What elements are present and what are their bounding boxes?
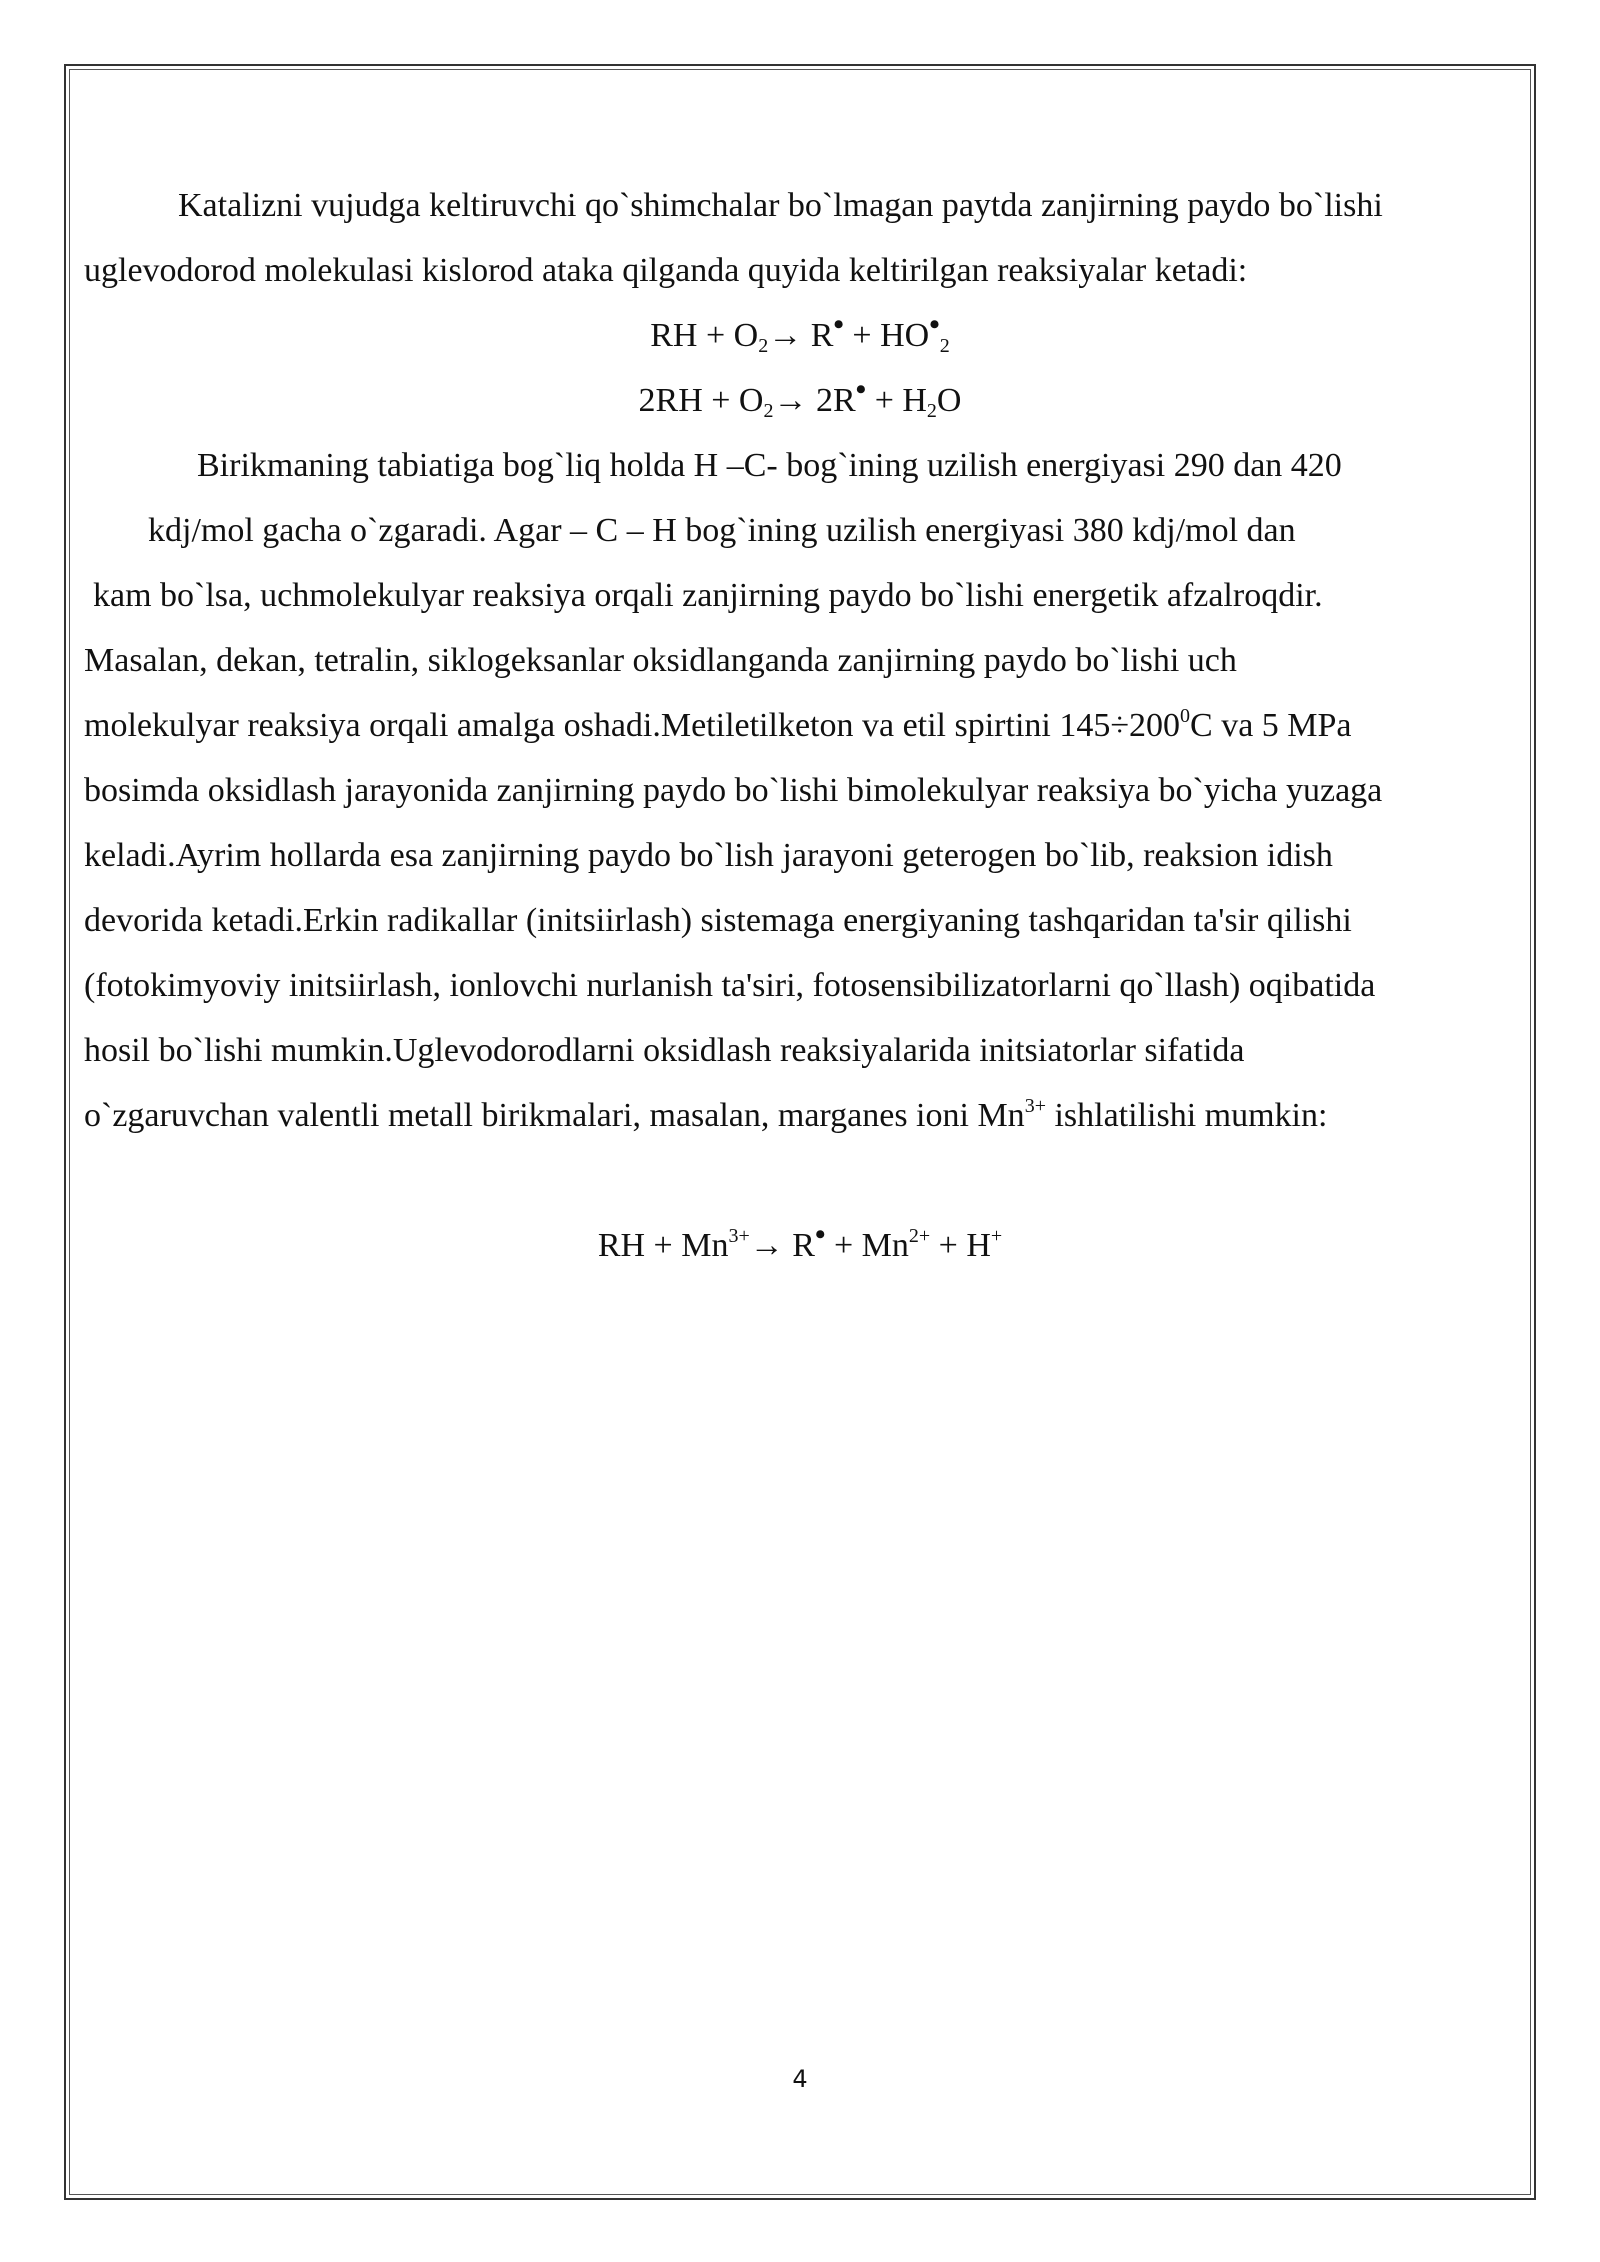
equation-1: RH + $O_2\to$ R• + $HO•_2$	[650, 308, 950, 357]
paragraph-line: kam bo`lsa, uchmolekulyar reaksiya orqali zanjirning paydo bo`lishi energetik afzalroqdir.	[93, 577, 1323, 614]
paragraph-line: Birikmaning tabiatiga bog`liq holda H –C- bog`ining uzilish energiyasi 290 dan 420	[197, 447, 1342, 484]
equation-3: RH + $Mn^{3+}\to$ R• + $Mn^{2+} + H^+$	[597, 1218, 1003, 1264]
equation-2: $2RH + O_2\to$ 2R• + $H_2O$	[638, 373, 962, 422]
paragraph-line: uglevodorod molekulasi kislorod ataka qilganda quyida keltirilgan reaksiyalar ketadi:	[84, 252, 1248, 289]
paragraph-line: Masalan, dekan, tetralin, siklogeksanlar oksidlanganda zanjirning paydo bo`lishi uch	[84, 642, 1237, 679]
paragraph-line: hosil bo`lishi mumkin.Uglevodorodlarni oksidlash reaksiyalarida initsiatorlar sifatida	[84, 1032, 1245, 1069]
paragraph-line: keladi.Ayrim hollarda esa zanjirning paydo bo`lish jarayoni geterogen bo`lib, reaksion idish	[84, 837, 1333, 874]
paragraph-line: Katalizni vujudga keltiruvchi qo`shimchalar bo`lmagan paytda zanjirning paydo bo`lishi	[178, 187, 1383, 224]
paragraph-line-temperature: molekulyar reaksiya orqali amalga oshadi.Metiletilketon va etil spirtini $145\div 200^0C$ va 5 MPa	[84, 705, 1352, 744]
paragraph-line: devorida ketadi.Erkin radikallar (initsiirlash) sistemaga energiyaning tashqaridan ta'sir qilishi	[84, 902, 1352, 939]
paragraph-line: kdj/mol gacha o`zgaradi. Agar – C – H bog`ining uzilish energiyasi 380 kdj/mol dan	[148, 512, 1296, 549]
page-number: 4	[792, 2065, 808, 2093]
paragraph-line: bosimda oksidlash jarayonida zanjirning paydo bo`lishi bimolekulyar reaksiya bo`yicha yuzaga	[84, 772, 1383, 809]
paragraph-line: (fotokimyoviy initsiirlash, ionlovchi nurlanish ta'siri, fotosensibilizatorlarni qo`llash) oqibatida	[84, 967, 1376, 1004]
paragraph-line-manganese: o`zgaruvchan valentli metall birikmalari, masalan, marganes ioni $Mn^{3+}$ ishlatilishi mumkin:	[84, 1095, 1328, 1134]
